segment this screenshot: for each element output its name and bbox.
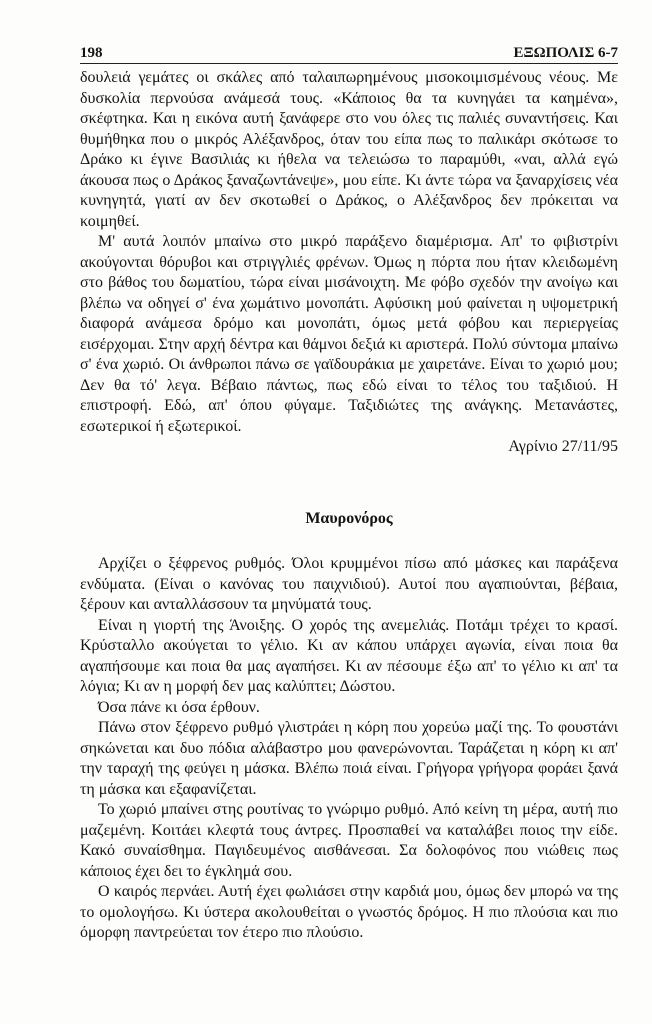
- paragraph: Αρχίζει ο ξέφρενος ρυθμός. Όλοι κρυμμένοι πίσω από μάσκες και παράξενα ενδύματα. (Είναι ο κανόνας του παιχνιδιού). Αυτοί που αγαπιούνται, βέβαια, ξέρουν και ανταλλάσσουν τα μηνύματά τους.: [80, 555, 618, 613]
- page-header: [80, 40, 618, 62]
- paragraph: δουλειά γεμάτες οι σκάλες από ταλαιπωρημένους μισοκοιμισμένους νέους. Με δυσκολία περνούσα ανάμεσά τους. «Κάποιος θα τα κυνηγάει τα καημένα», σκέφτηκα. Και η εικόνα αυτή ξανάφερε στο νου όλες τις παλιές συναντήσεις. Και θυμήθηκα που ο μικρός Αλέξανδρος, όταν του είπα πως το παλικάρι σκότωσε το Δράκο κι έγινε Βασιλιάς κι ήθελα να τελειώσω το παραμύθι, «ναι, αλλά εγώ άκουσα πως ο Δράκος ξαναζωντάνεψε», μου είπε. Κι άντε τώρα να ξαναρχίσεις νέα κυνηγητά, γιατί αν δεν σκοτωθεί ο Δράκος, ο Αλέξανδρος δεν πρόκειται να κοιμηθεί.: [80, 69, 618, 230]
- paragraph: Όσα πάνε κι όσα έρθουν.: [98, 698, 260, 716]
- paragraph: Μ' αυτά λοιπόν μπαίνω στο μικρό παράξενο διαμέρισμα. Απ' το φιβιστρίνι ακούγονται θόρυβοι και στριγγλιές φρένων. Όμως η πόρτα που ήταν κλειδωμένη στο βάθος του δωματίου, τώρα είναι μισάνοιχτη. Με φόβο σχεδόν την ανοίγω και βλέπω να οδηγεί σ' ένα χωμάτινο μονοπάτι. Αφύσικη μού φαίνεται η υψομετρική διαφορά ανάμεσα δρόμο και μονοπάτι, όμως μετά φόβου και περιεργείας εισέρχομαι. Στην αρχή δέντρα και θάμνοι δεξιά κι αριστερά. Πολύ σύντομα μπαίνω σ' ένα χωριό. Οι άνθρωποι πάνω σε γαϊδουράκια με χαιρετάνε. Είναι το χωριό μου; Δεν θα τό' λεγα. Βέβαιο πάντως, πως εδώ είναι το τέλος του ταξιδιού. Η επιστροφή. Εδώ, απ' όπου φύγαμε. Ταξιδιώτες της ανάγκης. Μετανάστες, εσωτερικοί ή εξωτερικοί.: [80, 233, 618, 435]
- paragraph: Πάνω στον ξέφρενο ρυθμό γλιστράει η κόρη που χορεύω μαζί της. Το φουστάνι σηκώνεται και δυο πόδια αλάβαστρο μου φανερώνονται. Ταράζεται η κόρη κι απ' την ταραχή της φεύγει η μάσκα. Βλέπω ποιά είναι. Γρήγορα γρήγορα φοράει ξανά τη μάσκα και εξαφανίζεται.: [80, 719, 618, 798]
- header-rule: [80, 63, 618, 64]
- section-title: Μαυρονόρος: [305, 509, 393, 527]
- page-body: [80, 68, 618, 944]
- running-title: ΕΞΩΠΟΛΙΣ 6-7: [513, 45, 618, 61]
- place-date-signature: Αγρίνιο 27/11/95: [508, 438, 618, 455]
- page-number: 198: [80, 45, 103, 61]
- paragraph: Είναι η γιορτή της Άνοιξης. Ο χορός της ανεμελιάς. Ποτάμι τρέχει το κρασί. Κρύσταλλο ακούγεται το γέλιο. Κι αν κάπου υπάρχει αγωνία, είναι ποια θα αγαπήσουμε και ποια θα μας αγαπήσει. Κι αν πέσουμε έξω απ' το γέλιο κι απ' τα λόγια; Κι αν η μορφή δεν μας καλύπτει; Δώστου.: [80, 616, 618, 695]
- paragraph: Ο καιρός περνάει. Αυτή έχει φωλιάσει στην καρδιά μου, όμως δεν μπορώ να της το ομολογήσω. Κι ύστερα ακολουθείται ο γνωστός δρόμος. Η πιο πλούσια και πιο όμορφη παντρεύεται τον έτερο πιο πλούσιο.: [80, 883, 618, 941]
- paragraph: Το χωριό μπαίνει στης ρουτίνας το γνώριμο ρυθμό. Από κείνη τη μέρα, αυτή πιο μαζεμένη. Κοιτάει κλεφτά τους άντρες. Προσπαθεί να καταλάβει ποιος την είδε. Κακό συναίσθημα. Παγιδευμένος αισθάνεσαι. Σα δολοφόνος που νιώθεις πως κάποιος έχει δει το έγκλημά σου.: [80, 801, 618, 880]
